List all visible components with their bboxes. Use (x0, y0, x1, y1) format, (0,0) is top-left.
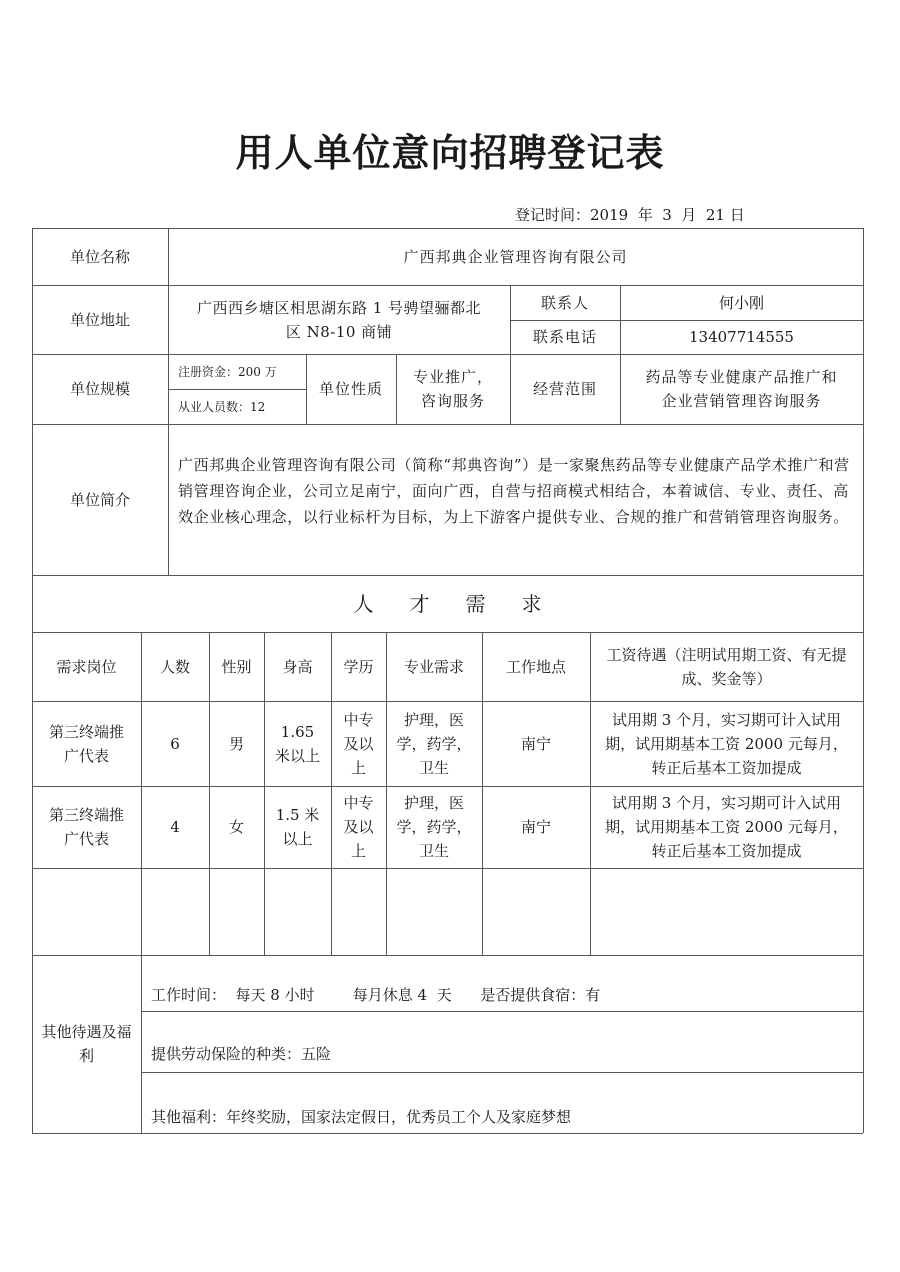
company-name-value: 广西邦典企业管理咨询有限公司 (403, 247, 628, 266)
scope-value (620, 354, 863, 424)
address-value (168, 285, 510, 354)
row2-gender: 女 (228, 818, 244, 836)
row1-gender: 男 (228, 734, 244, 753)
nature-label: 单位性质 (318, 380, 383, 398)
address-line-2: 区 N8-10 商铺 (285, 322, 393, 341)
scope-line-2: 企业营销管理咨询服务 (661, 392, 822, 410)
insurance-types: 提供劳动保险的种类：五险 (151, 1045, 332, 1063)
company-name-label: 单位名称 (69, 247, 130, 266)
nature-line-1: 专业推广， (412, 368, 493, 386)
page-title: 用人单位意向招聘登记表 (235, 131, 665, 175)
row1-major: 护理，医学，药学，卫生 (396, 710, 472, 777)
row1-position: 第三终端推广代表 (48, 722, 124, 765)
header-position: 需求岗位 (56, 657, 117, 676)
scope-line-1: 药品等专业健康产品推广和 (645, 368, 838, 386)
header-count: 人数 (159, 657, 190, 676)
row2-education: 中专及以上 (343, 794, 374, 860)
employee-count: 从业人员数：12 (178, 399, 266, 414)
scope-label: 经营范围 (532, 380, 597, 398)
row2-major: 护理，医学，药学，卫生 (396, 794, 472, 860)
company-intro: 广西邦典企业管理咨询有限公司（简称“邦典咨询”）是一家聚焦药品等专业健康产品学术推广和营销管理咨询企业，公司立足南宁，面向广西，自营与招商模式相结合，本着诚信、专业、责任、高效企业核心理念，以行业标杆为目标，为上下游客户提供专业、合规的推广和营销管理咨询服务。 (178, 456, 850, 526)
registered-capital: 注册资金：200 万 (178, 364, 277, 379)
rule (32, 868, 863, 869)
row1-height: 1.65 米以上 (274, 722, 320, 765)
header-major: 专业需求 (403, 657, 464, 676)
other-benefits: 其他福利：年终奖励，国家法定假日，优秀员工个人及家庭梦想 (151, 1108, 572, 1126)
rule-bottom (32, 1133, 863, 1134)
row2-height: 1.5 米以上 (275, 806, 320, 848)
address-line-1: 广西西乡塘区相思湖东路 1 号骋望骊都北 (196, 298, 482, 317)
address-label: 单位地址 (69, 310, 130, 329)
phone-label: 联系电话 (532, 328, 597, 346)
header-salary: 工资待遇（注明试用期工资、有无提成、奖金等） (606, 645, 847, 688)
work-time: 工作时间： 每天 8 小时 每月休息 4 天 是否提供食宿：有 (151, 986, 601, 1004)
nature-value (396, 354, 510, 424)
row1-count: 6 (170, 734, 180, 753)
contact-label: 联系人 (540, 293, 589, 312)
demand-section-title: 人才需求 (353, 591, 578, 616)
row1-location: 南宁 (520, 734, 551, 753)
row1-salary: 试用期 3 个月，实习期可计入试用期，试用期基本工资 2000 元每月，转正后基本工资加提成 (605, 710, 848, 777)
contact-value: 何小刚 (718, 293, 764, 312)
benefits-label: 其他待遇及福利 (41, 1023, 132, 1065)
row2-count: 4 (170, 818, 180, 836)
registration-date: 登记时间：2019 年 3 月 21 日 (515, 206, 745, 224)
header-location: 工作地点 (505, 657, 566, 676)
row2-location: 南宁 (520, 818, 551, 836)
row1-education: 中专及以上 (343, 710, 374, 777)
header-gender: 性别 (221, 657, 252, 676)
nature-line-2: 咨询服务 (420, 392, 485, 410)
header-height: 身高 (282, 657, 313, 676)
header-education: 学历 (343, 657, 374, 676)
phone-value: 13407714555 (689, 328, 794, 346)
row2-position: 第三终端推广代表 (48, 806, 124, 848)
intro-label: 单位简介 (69, 490, 130, 509)
row2-salary: 试用期 3 个月，实习期可计入试用期，试用期基本工资 2000 元每月，转正后基本工资加提成 (605, 794, 848, 860)
rule-right (863, 228, 864, 1133)
scale-label: 单位规模 (69, 380, 130, 398)
